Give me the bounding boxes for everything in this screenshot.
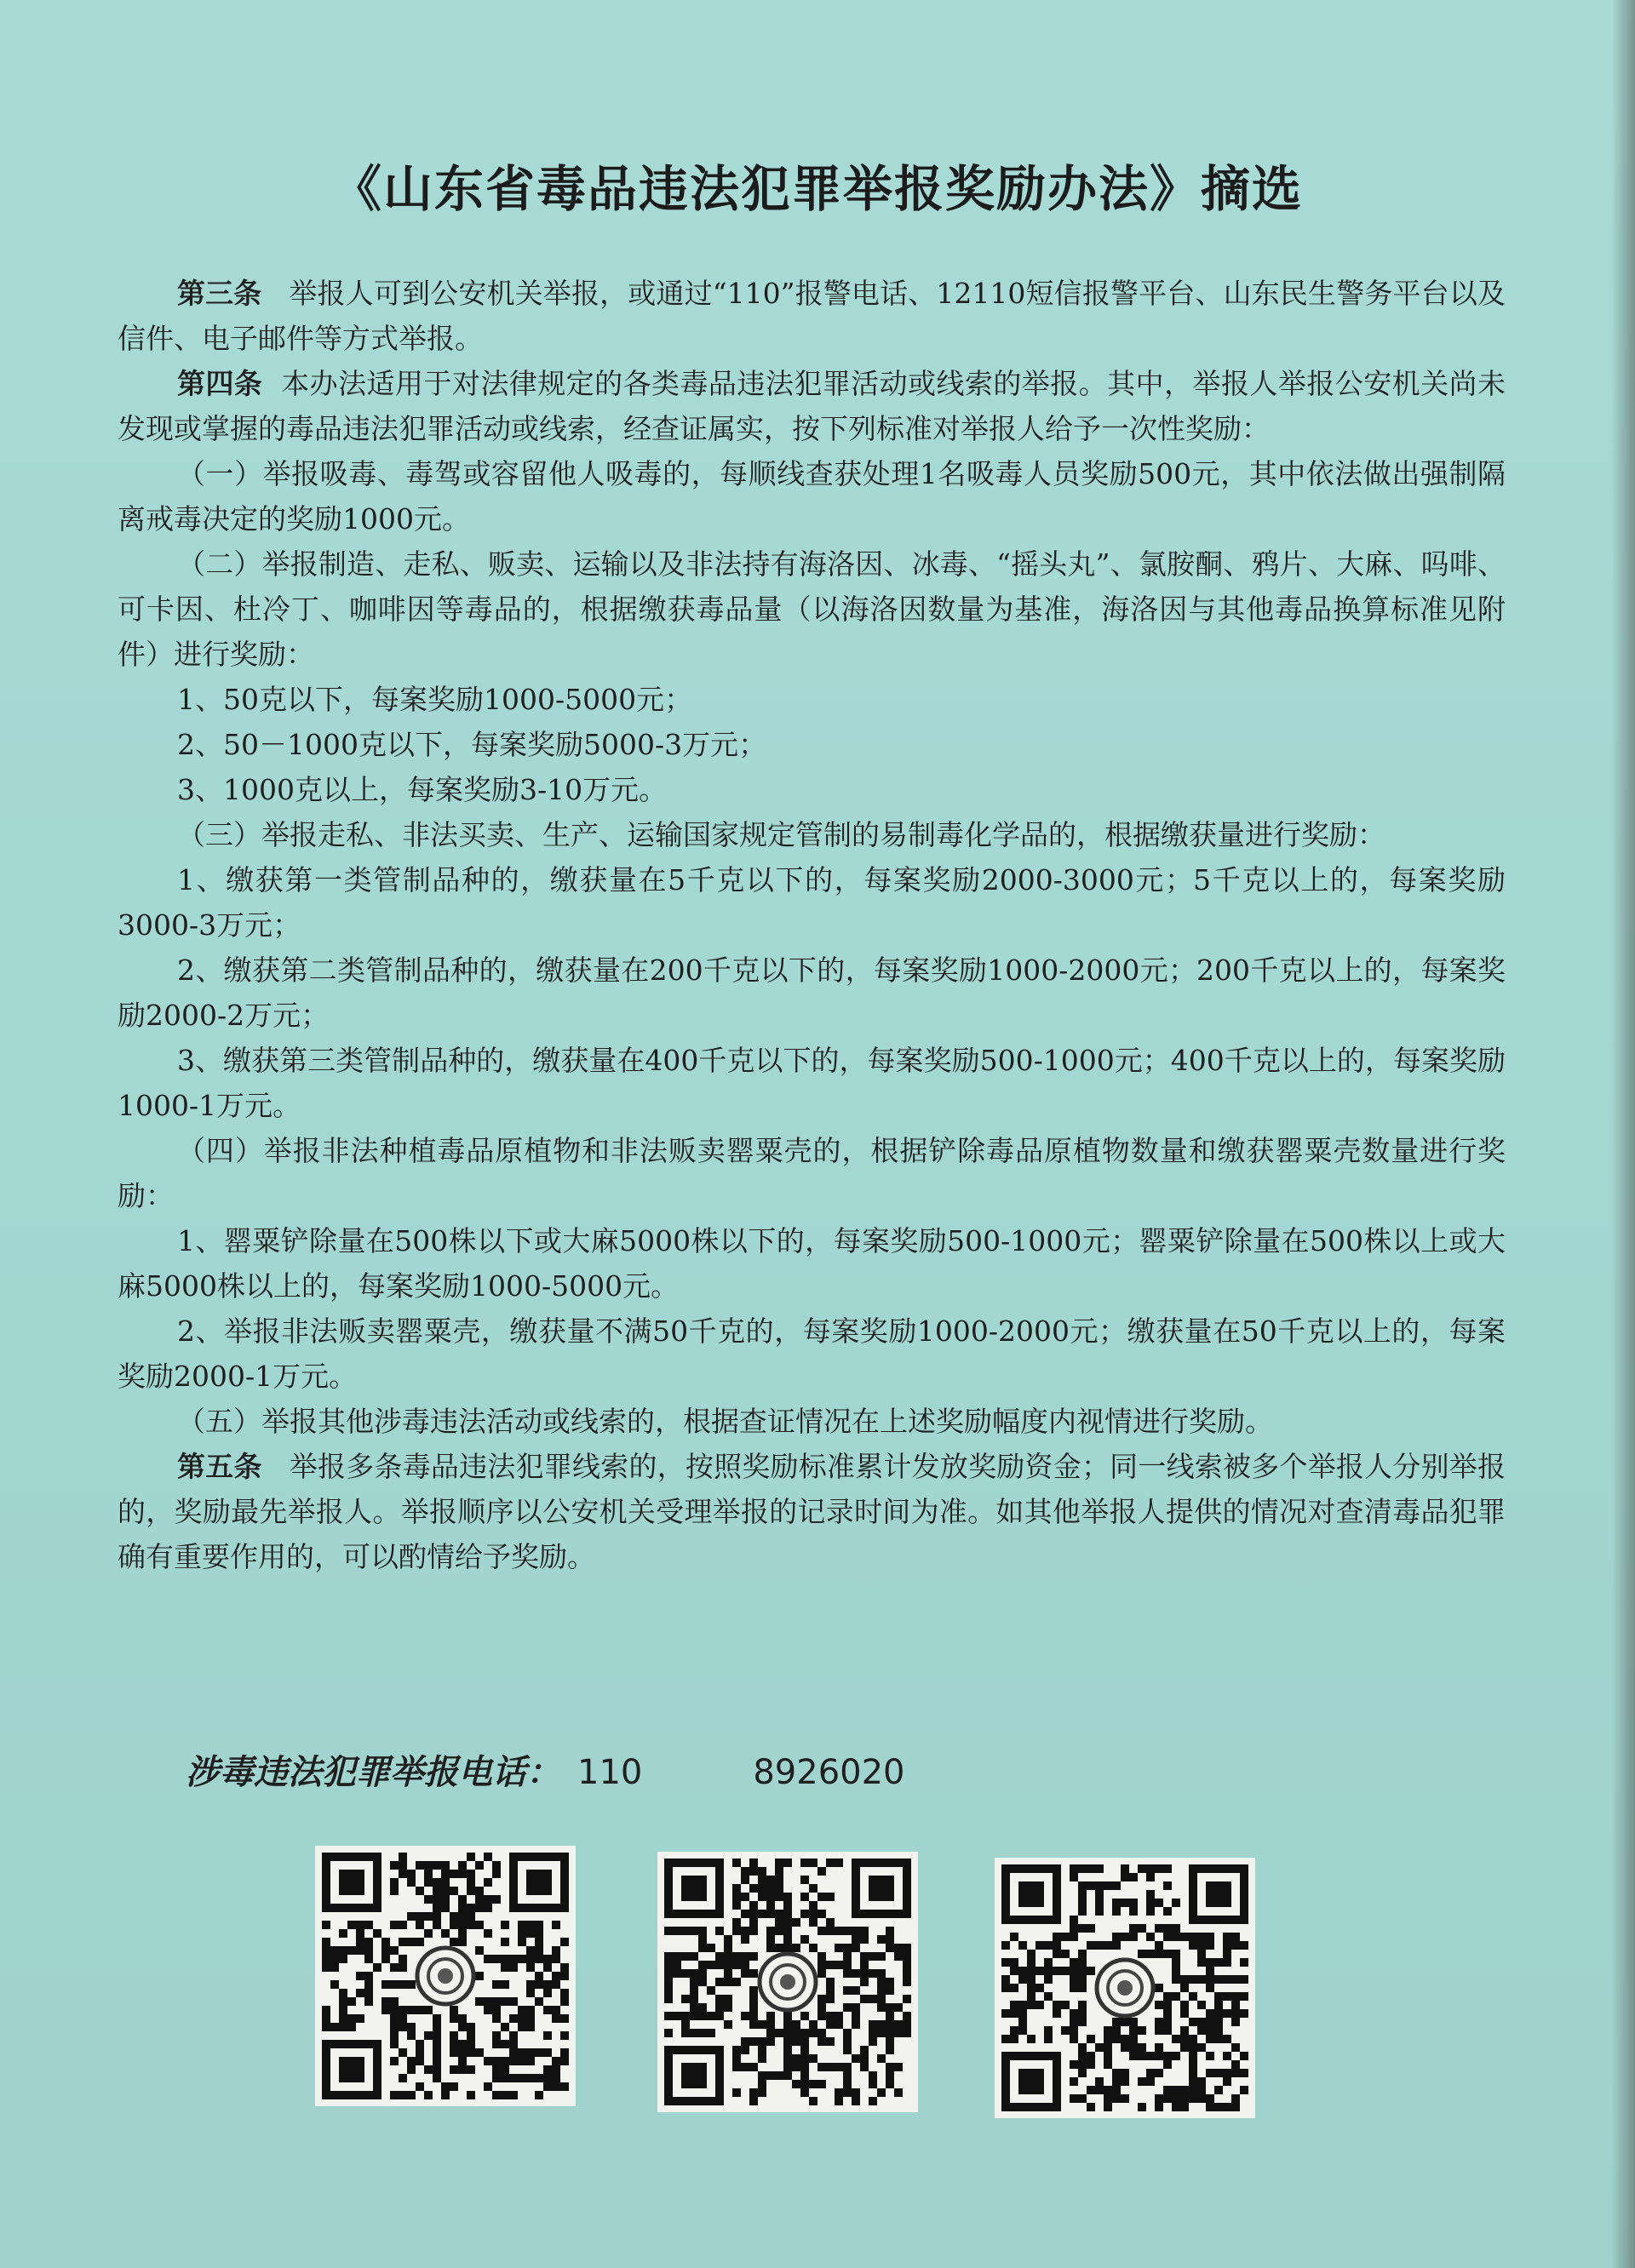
clause-3-item-3: 3、缴获第三类管制品种的，缴获量在400千克以下的，每案奖励500-1000元；400千克以上的，每案奖励1000-1万元。 — [118, 1044, 1506, 1122]
clause-2-item-3: 3、1000克以上，每案奖励3-10万元。 — [177, 773, 668, 806]
clause-2: （二）举报制造、走私、贩卖、运输以及非法持有海洛因、冰毒、“摇头丸”、氯胺酮、鸦片、大麻、吗啡、可卡因、杜冷丁、咖啡因等毒品的，根据缴获毒品量（以海洛因数量为基准，海洛因与其他毒品换算标准见附件）进行奖励： — [118, 547, 1506, 671]
hotline — [186, 1745, 905, 1794]
article-3 — [118, 271, 1506, 361]
qr-code-graphic — [322, 1853, 569, 2099]
hotline-number-local: 8926020 — [753, 1753, 905, 1792]
clause-2-item-1: 1、50克以下，每案奖励1000-5000元； — [177, 683, 693, 716]
clause-3-item-2: 2、缴获第二类管制品种的，缴获量在200千克以下的，每案奖励1000-2000元；200千克以上的，每案奖励2000-2万元； — [118, 954, 1506, 1032]
qr-code-graphic — [1001, 1864, 1248, 2111]
qr-code-graphic — [664, 1858, 911, 2105]
paragraph-text: 举报人可到公安机关举报，或通过“110”报警电话、12110短信报警平台、山东民生警务平台以及信件、电子邮件等方式举报。 — [118, 277, 1506, 355]
paragraph-text: 举报多条毒品违法犯罪线索的，按照奖励标准累计发放奖励资金；同一线索被多个举报人分别举报的，奖励最先举报人。举报顺序以公安机关受理举报的记录时间为准。如其他举报人提供的情况对查清毒品犯罪确有重要作用的，可以酌情给予奖励。 — [118, 1450, 1506, 1573]
clause-5: （五）举报其他涉毒违法活动或线索的，根据查证情况在上述奖励幅度内视情进行奖励。 — [177, 1405, 1273, 1438]
clause-3-item-1: 1、缴获第一类管制品种的，缴获量在5千克以下的，每案奖励2000-3000元；5千克以上的，每案奖励3000-3万元； — [118, 863, 1506, 942]
hotline-label: 涉毒违法犯罪举报电话： — [186, 1753, 560, 1792]
article-label: 第五条 — [177, 1450, 262, 1483]
article-label: 第四条 — [177, 367, 263, 400]
clause-4: （四）举报非法种植毒品原植物和非法贩卖罂粟壳的，根据铲除毒品原植物数量和缴获罂粟壳数量进行奖励： — [118, 1134, 1506, 1212]
page-edge-shadow — [1611, 0, 1635, 2268]
hotline-number-110: 110 — [577, 1753, 643, 1792]
paragraph-text: 本办法适用于对法律规定的各类毒品违法犯罪活动或线索的举报。其中，举报人举报公安机关尚未发现或掌握的毒品违法犯罪活动或线索，经查证属实，按下列标准对举报人给予一次性奖励： — [118, 367, 1506, 445]
qr-code-icon[interactable] — [995, 1858, 1255, 2118]
clause-4-item-2: 2、举报非法贩卖罂粟壳，缴获量不满50千克的，每案奖励1000-2000元；缴获量在50千克以上的，每案奖励2000-1万元。 — [118, 1314, 1506, 1393]
page-title: 《山东省毒品违法犯罪举报奖励办法》摘选 — [331, 160, 1303, 218]
article-label: 第三条 — [177, 277, 262, 310]
clause-3: （三）举报走私、非法买卖、生产、运输国家规定管制的易制毒化学品的，根据缴获量进行奖励： — [177, 818, 1385, 851]
article-5 — [118, 1444, 1506, 1579]
clause-2-item-2: 2、50－1000克以下，每案奖励5000-3万元； — [177, 728, 767, 761]
clause-1: （一）举报吸毒、毒驾或容留他人吸毒的，每顺线查获处理1名吸毒人员奖励500元，其中依法做出强制隔离戒毒决定的奖励1000元。 — [118, 457, 1506, 536]
clause-4-item-1: 1、罂粟铲除量在500株以下或大麻5000株以下的，每案奖励500-1000元；罂粟铲除量在500株以上或大麻5000株以上的，每案奖励1000-5000元。 — [118, 1224, 1506, 1303]
qr-code-icon[interactable] — [315, 1846, 576, 2106]
article-4 — [118, 361, 1506, 451]
qr-code-icon[interactable] — [657, 1852, 918, 2112]
article-body — [118, 271, 1506, 1579]
